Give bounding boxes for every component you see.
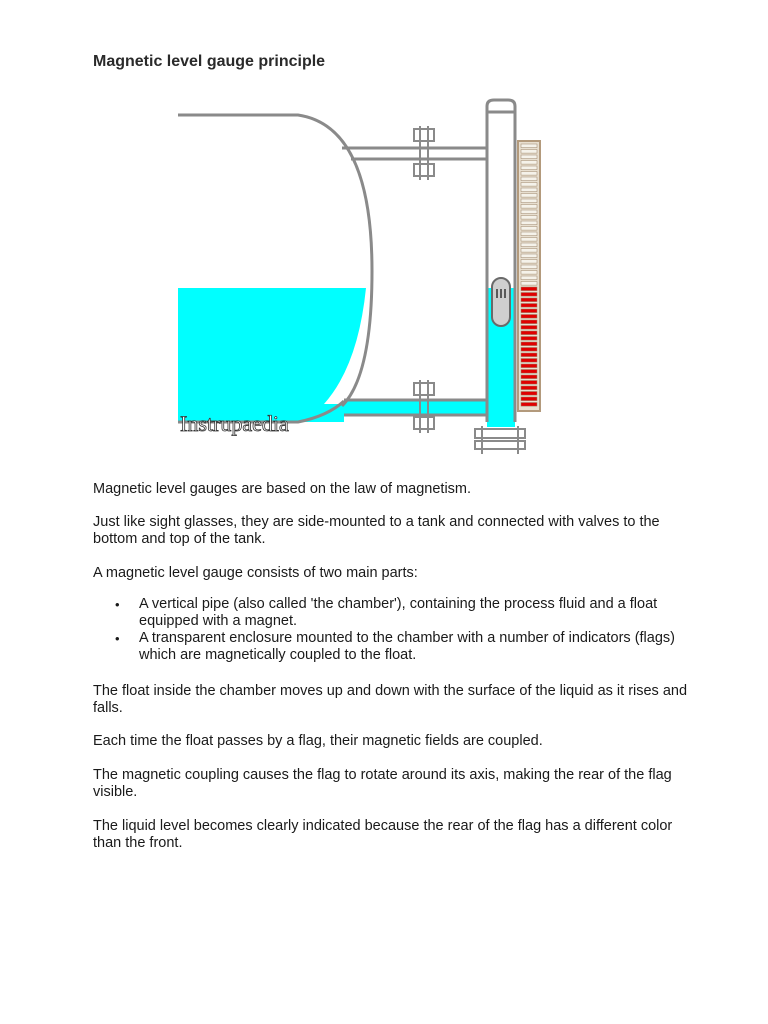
indicator-flag: [521, 238, 537, 242]
list-item: • A vertical pipe (also called 'the chamber'), containing the process fluid and a float equipped with a magnet.: [93, 596, 693, 630]
watermark-logo: Instrupaedia: [180, 411, 289, 436]
indicator-flag: [521, 320, 537, 324]
indicator-flag: [521, 276, 537, 280]
page-title: Magnetic level gauge principle: [93, 53, 326, 70]
paragraph: Magnetic level gauges are based on the law of magnetism.: [93, 481, 472, 497]
indicator-flag: [521, 309, 537, 313]
indicator-flag: [521, 172, 537, 176]
indicator-flag: [521, 210, 537, 214]
indicator-flag: [521, 298, 537, 302]
paragraph: The liquid level becomes clearly indicated because the rear of the flag has a different color than the front.: [93, 818, 673, 851]
indicator-flag: [521, 144, 537, 148]
indicator-flag: [521, 265, 537, 269]
indicator-flag: [521, 397, 537, 401]
indicator-flag: [521, 282, 537, 286]
magnetic-level-gauge-diagram: [176, 96, 546, 458]
indicator-flag: [521, 359, 537, 363]
indicator-flag: [521, 386, 537, 390]
indicator-flag: [521, 287, 537, 291]
paragraph: The float inside the chamber moves up and down with the surface of the liquid as it rises and falls.: [93, 683, 688, 716]
indicator-flag: [521, 150, 537, 154]
bottom-pipe-liquid: [342, 401, 489, 414]
indicator-flag: [521, 331, 537, 335]
indicator-flag: [521, 304, 537, 308]
indicator-flag: [521, 381, 537, 385]
indicator-flag: [521, 232, 537, 236]
indicator-flag: [521, 353, 537, 357]
indicator-flag: [521, 375, 537, 379]
top-valve-flange: [414, 126, 434, 180]
indicator-flag: [521, 221, 537, 225]
indicator-flag: [521, 364, 537, 368]
indicator-flag: [521, 254, 537, 258]
indicator-flag: [521, 166, 537, 170]
indicator-flag: [521, 243, 537, 247]
indicator-flag: [521, 370, 537, 374]
indicator-flag: [521, 293, 537, 297]
indicator-flag: [521, 183, 537, 187]
indicator-flag: [521, 260, 537, 264]
indicator-flag: [521, 337, 537, 341]
indicator-flag: [521, 249, 537, 253]
paragraph: A magnetic level gauge consists of two main parts:: [93, 565, 418, 581]
indicator-flag: [521, 177, 537, 181]
indicator-flag: [521, 199, 537, 203]
indicator-flag: [521, 392, 537, 396]
indicator-flag: [521, 188, 537, 192]
indicator-flag: [521, 194, 537, 198]
chamber-bottom-flange: [475, 426, 525, 454]
indicator-flag: [521, 227, 537, 231]
paragraph: Just like sight glasses, they are side-mounted to a tank and connected with valves to the bottom and top of the tank.: [93, 514, 660, 547]
indicator-flag: [521, 155, 537, 159]
indicator-flag: [521, 315, 537, 319]
indicator-flag: [521, 342, 537, 346]
indicator-flag: [521, 205, 537, 209]
magnetic-float: [492, 278, 510, 326]
parts-list: [93, 596, 693, 664]
list-item: • A transparent enclosure mounted to the chamber with a number of indicators (flags) which are magnetically coupled to the float.: [93, 630, 693, 664]
top-connecting-pipe: [342, 148, 488, 159]
indicator-flag: [521, 216, 537, 220]
paragraph: The magnetic coupling causes the flag to rotate around its axis, making the rear of the flag visible.: [93, 767, 672, 800]
indicator-flag: [521, 403, 537, 407]
tank-liquid: [178, 288, 366, 422]
indicator-flag: [521, 326, 537, 330]
indicator-flag: [521, 161, 537, 165]
indicator-flag: [521, 348, 537, 352]
paragraph: Each time the float passes by a flag, their magnetic fields are coupled.: [93, 733, 543, 749]
indicator-flag: [521, 271, 537, 275]
